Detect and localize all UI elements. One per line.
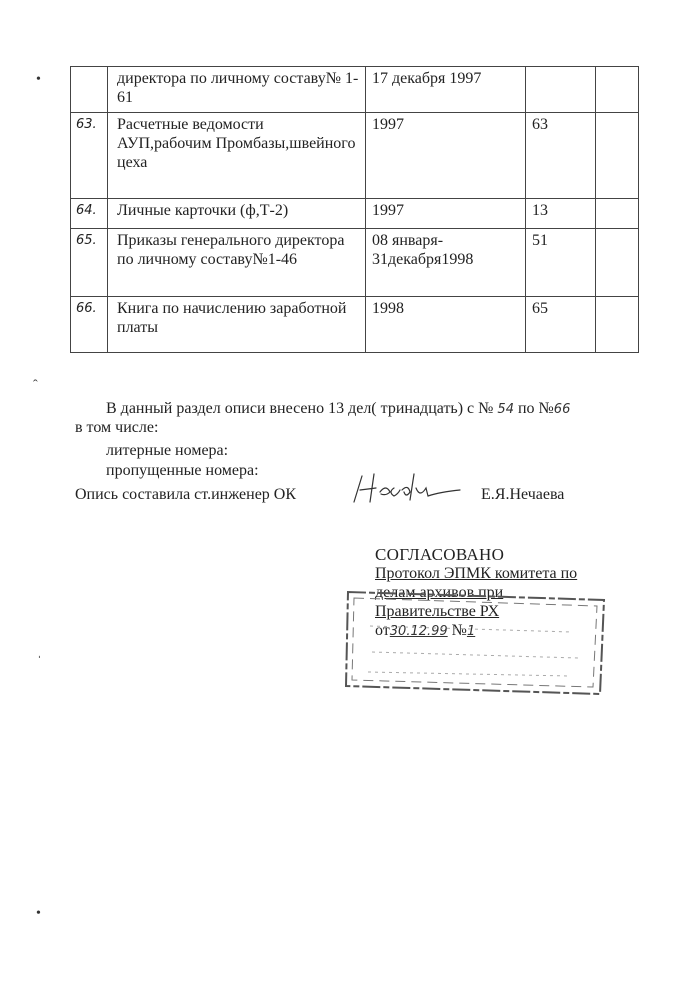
row-number-cell: [71, 67, 108, 113]
margin-mark: ˌ: [37, 644, 42, 659]
row-count-cell: 63: [526, 113, 596, 199]
compiler-label: Опись составила ст.инженер ОК: [75, 486, 297, 503]
signature: [350, 470, 470, 506]
row-number-cell: 63.: [71, 113, 108, 199]
row-note-cell: [596, 67, 639, 113]
approval-line-3: Правительстве РХ: [375, 603, 500, 620]
approval-date: 30.12.99: [389, 624, 448, 639]
margin-mark: •: [36, 72, 41, 87]
margin-mark: •: [36, 906, 41, 921]
approval-title: СОГЛАСОВАНО: [375, 545, 505, 564]
row-note-cell: [596, 113, 639, 199]
approval-number: 1: [466, 624, 476, 639]
compiler-line: [75, 485, 565, 504]
row-number-cell: 65.: [71, 229, 108, 297]
row-date-cell: 1998: [366, 297, 526, 353]
summary-line: [106, 399, 570, 419]
archive-stamp: [342, 586, 612, 698]
margin-mark: ˆ: [33, 378, 38, 393]
row-count-cell: 51: [526, 229, 596, 297]
row-count-cell: 13: [526, 199, 596, 229]
row-number-cell: 64.: [71, 199, 108, 229]
literal-numbers-label: литерные номера:: [106, 442, 229, 459]
row-date-cell: 1997: [366, 113, 526, 199]
row-count-cell: 65: [526, 297, 596, 353]
row-title-cell: Приказы генерального директора по личному составу№1-46: [108, 229, 366, 297]
row-date-cell: 1997: [366, 199, 526, 229]
summary-text: В данный раздел описи внесено 13 дел( тринадцать) с №: [106, 400, 494, 417]
row-title-cell: директора по личному составу№ 1-61: [108, 67, 366, 113]
inventory-table: [70, 66, 639, 353]
including-label: в том числе:: [75, 419, 159, 436]
missing-numbers-label: пропущенные номера:: [106, 462, 259, 479]
table-row: [71, 229, 639, 297]
approval-date-prefix: от: [375, 622, 390, 639]
table-row: [71, 199, 639, 229]
approval-line-2: делам архивов при: [375, 584, 504, 601]
row-note-cell: [596, 199, 639, 229]
row-note-cell: [596, 297, 639, 353]
row-date-cell: 08 января- 31декабря1998: [366, 229, 526, 297]
compiler-name: Е.Я.Нечаева: [481, 486, 565, 503]
row-count-cell: [526, 67, 596, 113]
row-note-cell: [596, 229, 639, 297]
summary-to-number: 66: [553, 402, 571, 417]
table-row: [71, 113, 639, 199]
approval-line-1: Протокол ЭПМК комитета по: [375, 565, 578, 582]
approval-number-label: №: [451, 622, 467, 639]
row-title-cell: Расчетные ведомости АУП,рабочим Промбазы,швейного цеха: [108, 113, 366, 199]
row-title-cell: Книга по начислению заработной платы: [108, 297, 366, 353]
summary-to-label: по №: [517, 400, 554, 417]
summary-from-number: 54: [497, 402, 514, 417]
row-title-cell: Личные карточки (ф,Т-2): [108, 199, 366, 229]
row-date-cell: 17 декабря 1997: [366, 67, 526, 113]
row-number-cell: 66.: [71, 297, 108, 353]
table-row: [71, 297, 639, 353]
table-row-continued: [71, 67, 639, 113]
